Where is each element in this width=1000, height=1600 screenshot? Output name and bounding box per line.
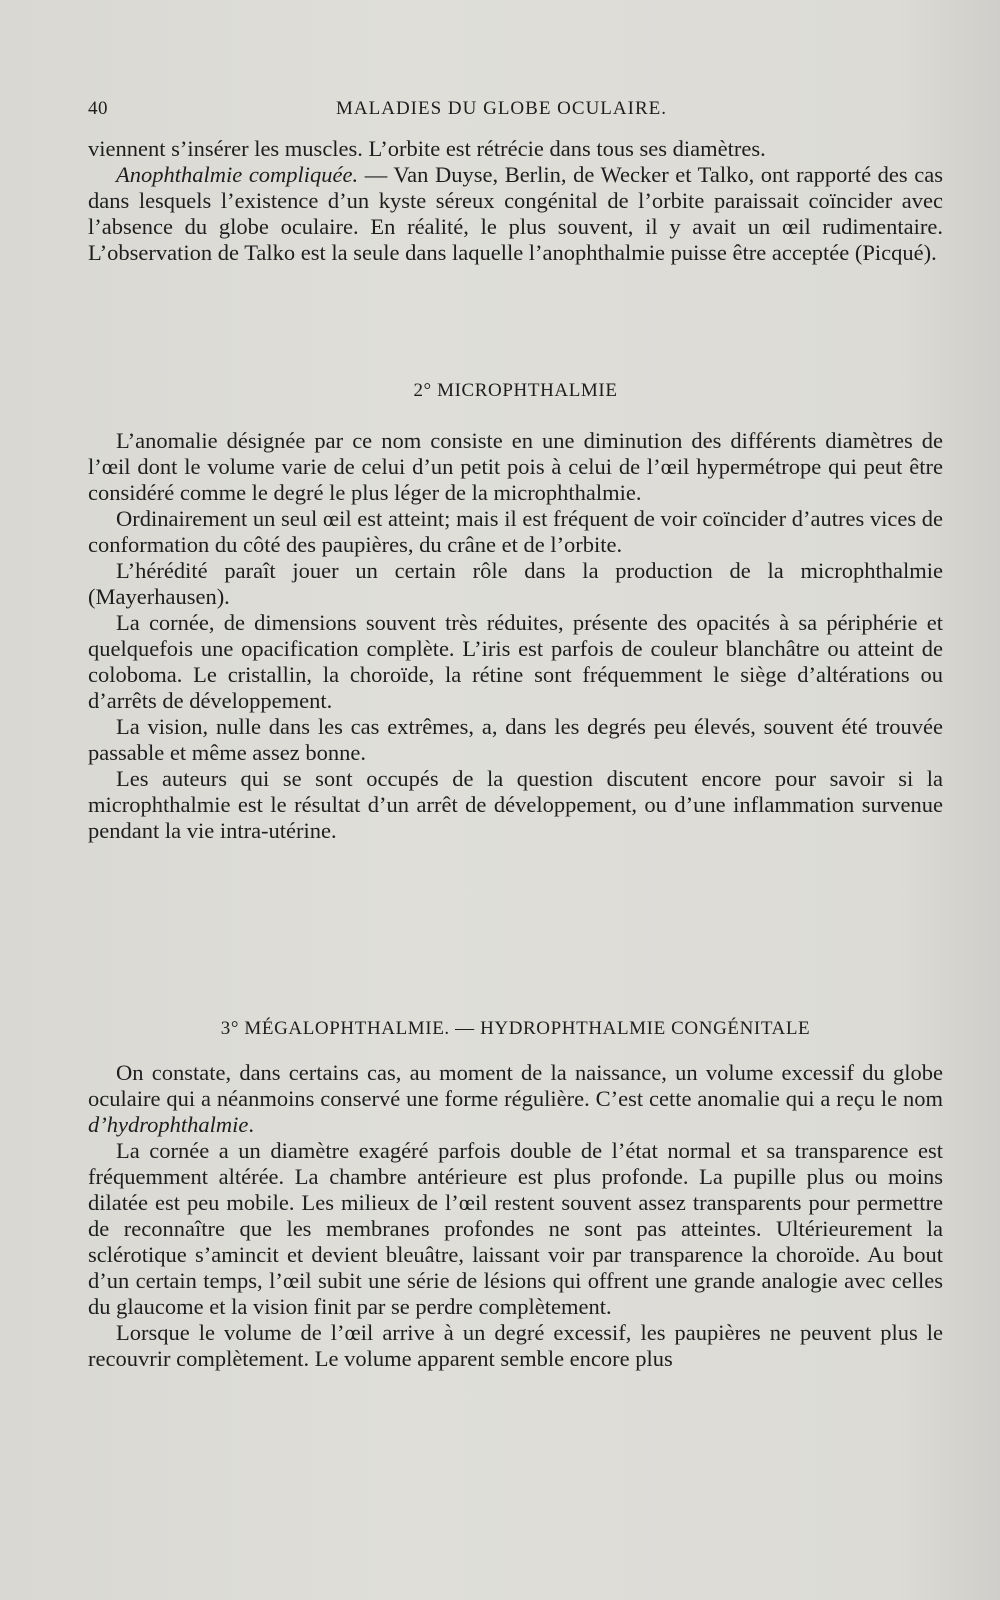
anophthalmie-term: Anophthalmie compliquée. (116, 162, 359, 187)
megalophthalmie-paragraph: La cornée a un diamètre exagéré parfois double de l’état normal et sa transparence est fréquemment altérée. La chambre antérieure est plus profonde. La pupille plus ou moins dilatée est peu mobile. Les milieux de l’œil restent souvent assez transparents pour permettre de reconnaître que les membranes profondes ne sont pas atteintes. Ultérieurement la sclérotique s’amincit et devient bleuâtre, laissant voir par transparence la choroïde. Au bout d’un certain temps, l’œil subit une série de lésions qui offrent une grande analogie avec celles du glaucome et la vision finit par se perdre complètement. (88, 1138, 943, 1319)
megalophthalmie-text (88, 1060, 943, 1372)
megalophthalmie-intro: On constate, dans certains cas, au moment de la naissance, un volume excessif du globe oculaire qui a néanmoins conservé une forme régulière. C’est cette anomalie qui a reçu le nom (88, 1060, 943, 1111)
section-heading-megalophthalmie: 3° MÉGALOPHTHALMIE. — HYDROPHTHALMIE CONGÉNITALE (220, 1018, 811, 1039)
megalophthalmie-paragraph (88, 1060, 943, 1138)
anophthalmie-paragraph (88, 162, 943, 266)
section-heading-microphthalmie: 2° MICROPHTHALMIE (413, 380, 618, 401)
microphthalmie-paragraph: Les auteurs qui se sont occupés de la question discutent encore pour savoir si la microphthalmie est le résultat d’un arrêt de développement, ou d’une inflammation survenue pendant la vie intra-utérine. (88, 766, 943, 843)
page-number: 40 (88, 98, 108, 119)
sentence-end: . (248, 1112, 255, 1137)
running-title: MALADIES DU GLOBE OCULAIRE. (336, 98, 667, 119)
microphthalmie-text (88, 428, 943, 844)
page-header (88, 98, 960, 126)
hydrophthalmie-term: d’hydrophthalmie (88, 1112, 249, 1137)
anophthalmie-text: — Van Duyse, Berlin, de Wecker et Talko, ont rapporté des cas dans lesquels l’existence d’un kyste séreux congénital de l’orbite paraissait coïncider avec l’absence du globe oculaire. En réalité, le plus souvent, il y avait un œil rudimentaire. L’observation de Talko est la seule dans laquelle l’anophthalmie puisse être acceptée (Picqué). (88, 162, 943, 265)
microphthalmie-paragraph: La vision, nulle dans les cas extrêmes, a, dans les degrés peu élevés, souvent été trouvée passable et même assez bonne. (88, 714, 943, 765)
microphthalmie-paragraph: L’hérédité paraît jouer un certain rôle dans la production de la microphthalmie (Mayerhausen). (88, 558, 943, 609)
intro-text (88, 136, 943, 266)
microphthalmie-paragraph: La cornée, de dimensions souvent très réduites, présente des opacités à sa périphérie et quelquefois une opacification complète. L’iris est parfois de couleur blanchâtre ou atteint de coloboma. Le cristallin, la choroïde, la rétine sont fréquemment le siège d’altérations ou d’arrêts de développement. (88, 610, 943, 713)
microphthalmie-paragraph: L’anomalie désignée par ce nom consiste en une diminution des différents diamètres de l’œil dont le volume varie de celui d’un petit pois à celui de l’œil hypermétrope qui peut être considéré comme le degré le plus léger de la microphthalmie. (88, 428, 943, 505)
intro-paragraph: viennent s’insérer les muscles. L’orbite est rétrécie dans tous ses diamètres. (88, 136, 766, 161)
microphthalmie-paragraph: Ordinairement un seul œil est atteint; mais il est fréquent de voir coïncider d’autres vices de conformation du côté des paupières, du crâne et de l’orbite. (88, 506, 943, 557)
megalophthalmie-paragraph: Lorsque le volume de l’œil arrive à un degré excessif, les paupières ne peuvent plus le recouvrir complètement. Le volume apparent semble encore plus (88, 1320, 943, 1371)
